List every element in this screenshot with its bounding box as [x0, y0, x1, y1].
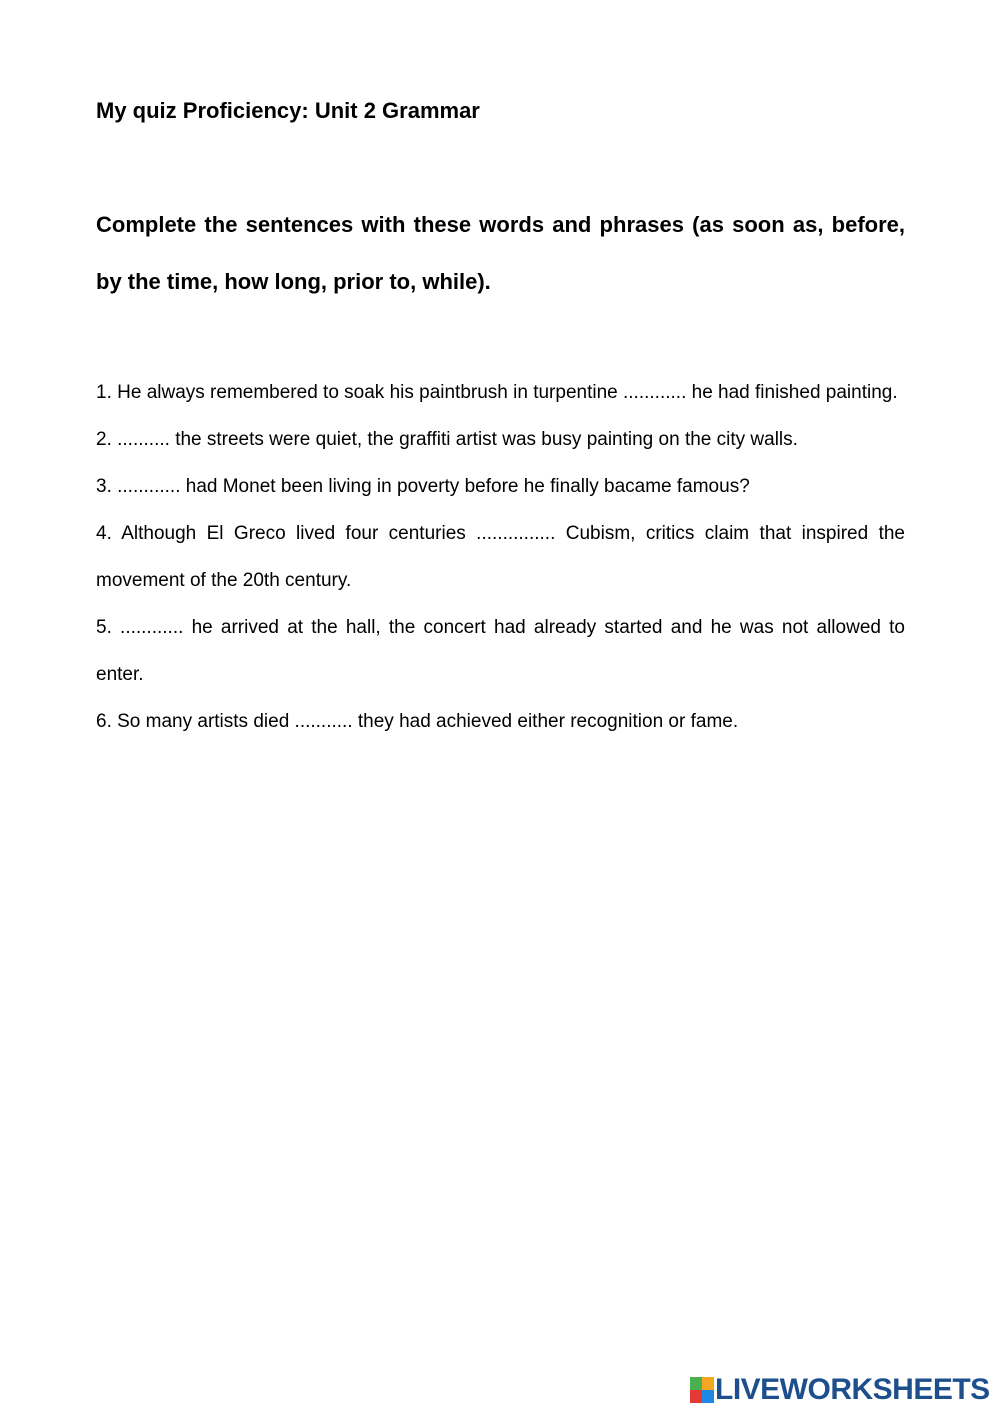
liveworksheets-logo-icon: [690, 1377, 714, 1403]
logo-square-blue: [702, 1390, 714, 1403]
question-item: 6. So many artists died ........... they had achieved either recognition or fame.: [96, 711, 739, 732]
liveworksheets-logo: [690, 1372, 990, 1408]
question-list: [96, 369, 905, 745]
instruction-text: Complete the sentences with these words and phrases (as soon as, before, by the time, how long, prior to, while).: [96, 212, 905, 294]
question-item: 2. .......... the streets were quiet, the graffiti artist was busy painting on the city walls.: [96, 429, 798, 450]
question-item: 5. ............ he arrived at the hall, the concert had already started and he was not allowed to enter.: [96, 617, 905, 685]
logo-square-green: [690, 1377, 702, 1390]
question-item: 3. ............ had Monet been living in poverty before he finally bacame famous?: [96, 476, 750, 497]
logo-text: LIVEWORKSHEETS: [715, 1373, 990, 1406]
question-item: 1. He always remembered to soak his paintbrush in turpentine ............ he had finished painting.: [96, 382, 898, 403]
question-item: 4. Although El Greco lived four centuries ............... Cubism, critics claim that inspired the movement of the 20th century.: [96, 523, 905, 591]
logo-square-red: [690, 1390, 702, 1403]
page-title: My quiz Proficiency: Unit 2 Grammar: [96, 98, 480, 123]
logo-square-yellow: [702, 1377, 714, 1390]
